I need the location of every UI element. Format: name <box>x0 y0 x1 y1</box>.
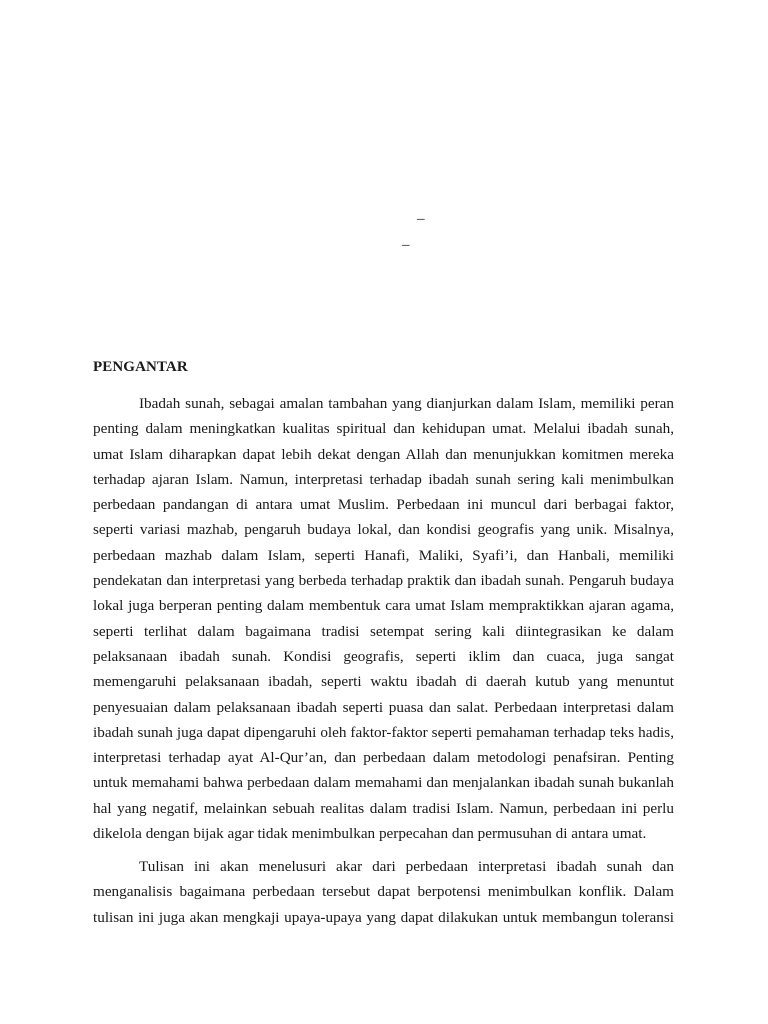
body-paragraph <box>93 391 674 846</box>
section-heading: PENGANTAR <box>93 359 188 375</box>
paragraph-line: perbedaan mazhab dalam Islam, seperti Hanafi, Maliki, Syafi’i, dan Hanbali, memiliki <box>93 546 674 564</box>
paragraph-line: pendekatan dan interpretasi yang berbeda terhadap praktik dan ibadah sunah. Pengaruh budaya <box>93 572 674 590</box>
title-mark: – <box>417 211 425 227</box>
paragraph-line: umat Islam diharapkan dapat lebih dekat dengan Allah dan menunjukkan komitmen mereka <box>93 445 674 463</box>
paragraph-line: penyesuaian dalam pelaksanaan ibadah seperti puasa dan salat. Perbedaan interpretasi dalam <box>93 698 674 716</box>
body-paragraph <box>93 854 674 930</box>
paragraph-line: dikelola dengan bijak agar tidak menimbulkan perpecahan dan permusuhan di antara umat. <box>93 825 647 843</box>
paragraph-line: interpretasi terhadap ayat Al-Qur’an, dan perbedaan dalam metodologi penafsiran. Penting <box>93 749 674 767</box>
paragraph-line: Ibadah sunah, sebagai amalan tambahan yang dianjurkan dalam Islam, memiliki peran <box>139 395 674 412</box>
paragraph-line: tulisan ini juga akan mengkaji upaya-upaya yang dapat dilakukan untuk membangun toleransi <box>93 908 674 926</box>
paragraph-line: memengaruhi pelaksanaan ibadah, seperti waktu ibadah di daerah kutub yang menuntut <box>93 673 674 691</box>
paragraph-line: seperti terlihat dalam bagaimana tradisi setempat sering kali diintegrasikan ke dalam <box>93 622 674 640</box>
paragraph-line: pelaksanaan ibadah sunah. Kondisi geografis, seperti iklim dan cuaca, juga sangat <box>93 647 674 665</box>
paragraph-line: lokal juga berperan penting dalam membentuk cara umat Islam mempraktikkan ajaran agama, <box>93 597 674 615</box>
paragraph-line: seperti variasi mazhab, pengaruh budaya lokal, dan kondisi geografis yang unik. Misalnya, <box>93 521 674 539</box>
paragraph-line: untuk memahami bahwa perbedaan dalam memahami dan menjalankan ibadah sunah bukanlah <box>93 774 674 792</box>
title-mark: – <box>402 237 410 253</box>
paragraph-line: hal yang negatif, melainkan sebuah realitas dalam tradisi Islam. Namun, perbedaan ini perlu <box>93 799 674 817</box>
paragraph-line: penting dalam meningkatkan kualitas spiritual dan kehidupan umat. Melalui ibadah sunah, <box>93 420 674 438</box>
paragraph-line: menganalisis bagaimana perbedaan tersebut dapat berpotensi menimbulkan konflik. Dalam <box>93 883 674 901</box>
paragraph-line: perbedaan pandangan di antara umat Muslim. Perbedaan ini muncul dari berbagai faktor, <box>93 496 674 514</box>
paragraph-line: Tulisan ini akan menelusuri akar dari perbedaan interpretasi ibadah sunah dan <box>139 858 674 875</box>
paragraph-line: terhadap ajaran Islam. Namun, interpretasi terhadap ibadah sunah sering kali menimbulkan <box>93 470 674 488</box>
paragraph-line: ibadah sunah juga dapat dipengaruhi oleh faktor-faktor seperti pemahaman terhadap teks hadis, <box>93 723 674 741</box>
